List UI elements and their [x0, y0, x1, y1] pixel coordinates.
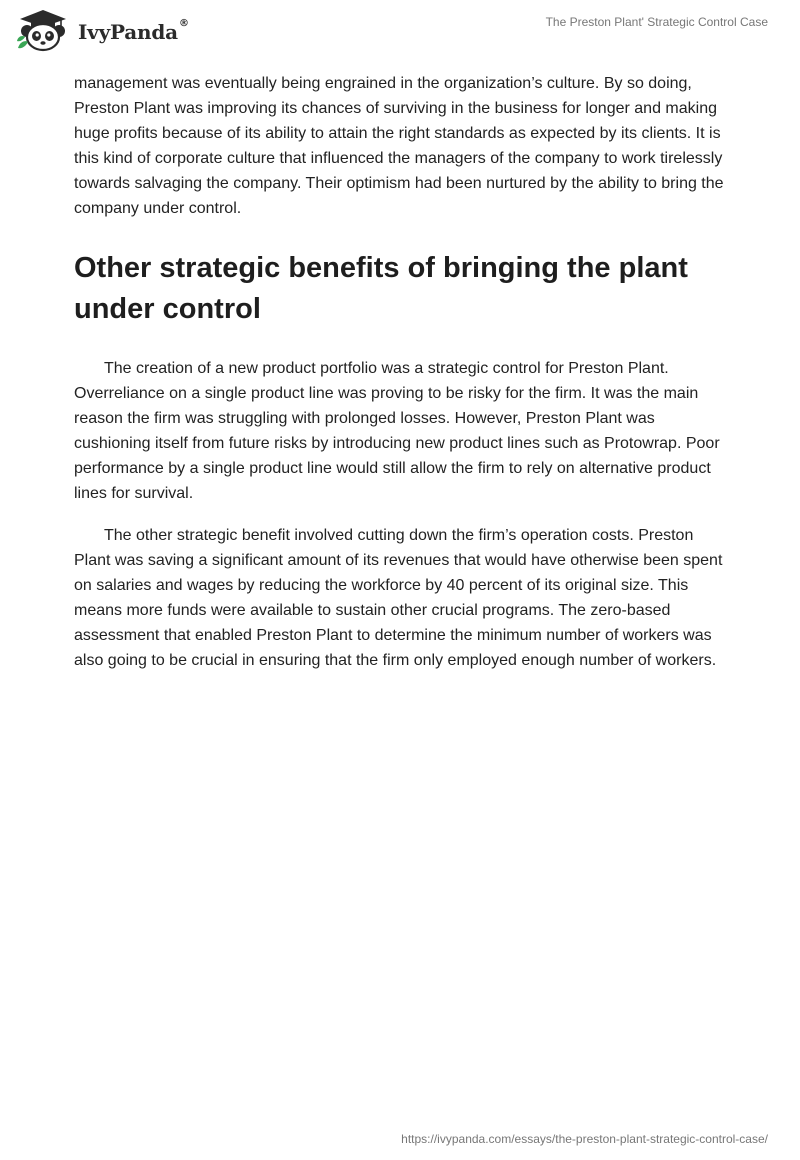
- document-title: The Preston Plant' Strategic Control Case: [545, 15, 768, 29]
- registered-mark: ®: [178, 18, 189, 29]
- logo-text: IvyPanda: [78, 20, 178, 44]
- section-heading: Other strategic benefits of bringing the plant under control: [74, 252, 688, 325]
- logo[interactable]: [14, 8, 189, 52]
- source-url: https://ivypanda.com/essays/the-preston-plant-strategic-control-case/: [401, 1132, 768, 1146]
- paragraph-product-portfolio: The creation of a new product portfolio was a strategic control for Preston Plant. Overreliance on a single product line was proving to be risky for the firm. It was the main reason the firm was struggling with prolonged losses. However, Preston Plant was cushioning itself from future risks by introducing new product lines such as Protowrap. Poor performance by a single product line would still allow the firm to rely on alternative product lines for survival.: [74, 360, 720, 502]
- panda-graduate-icon: [14, 8, 72, 52]
- essay-content: [74, 71, 730, 673]
- logo-wordmark: [78, 20, 189, 44]
- paragraph-operation-costs: The other strategic benefit involved cutting down the firm’s operation costs. Preston Plant was saving a significant amount of its revenues that would have otherwise been spent on salaries and wages by reducing the workforce by 40 percent of its original size. This means more funds were available to sustain other crucial programs. The zero-based assessment that enabled Preston Plant to determine the minimum number of workers was also going to be crucial in ensuring that the firm only employed enough number of workers.: [74, 527, 723, 669]
- paragraph-continuation: management was eventually being engrained in the organization’s culture. By so doing, Preston Plant was improving its chances of surviving in the business for longer and making huge profits because of its ability to attain the right standards as expected by its clients. It is this kind of corporate culture that influenced the managers of the company to work tirelessly towards salvaging the company. Their optimism had been nurtured by the ability to bring the company under control.: [74, 75, 724, 217]
